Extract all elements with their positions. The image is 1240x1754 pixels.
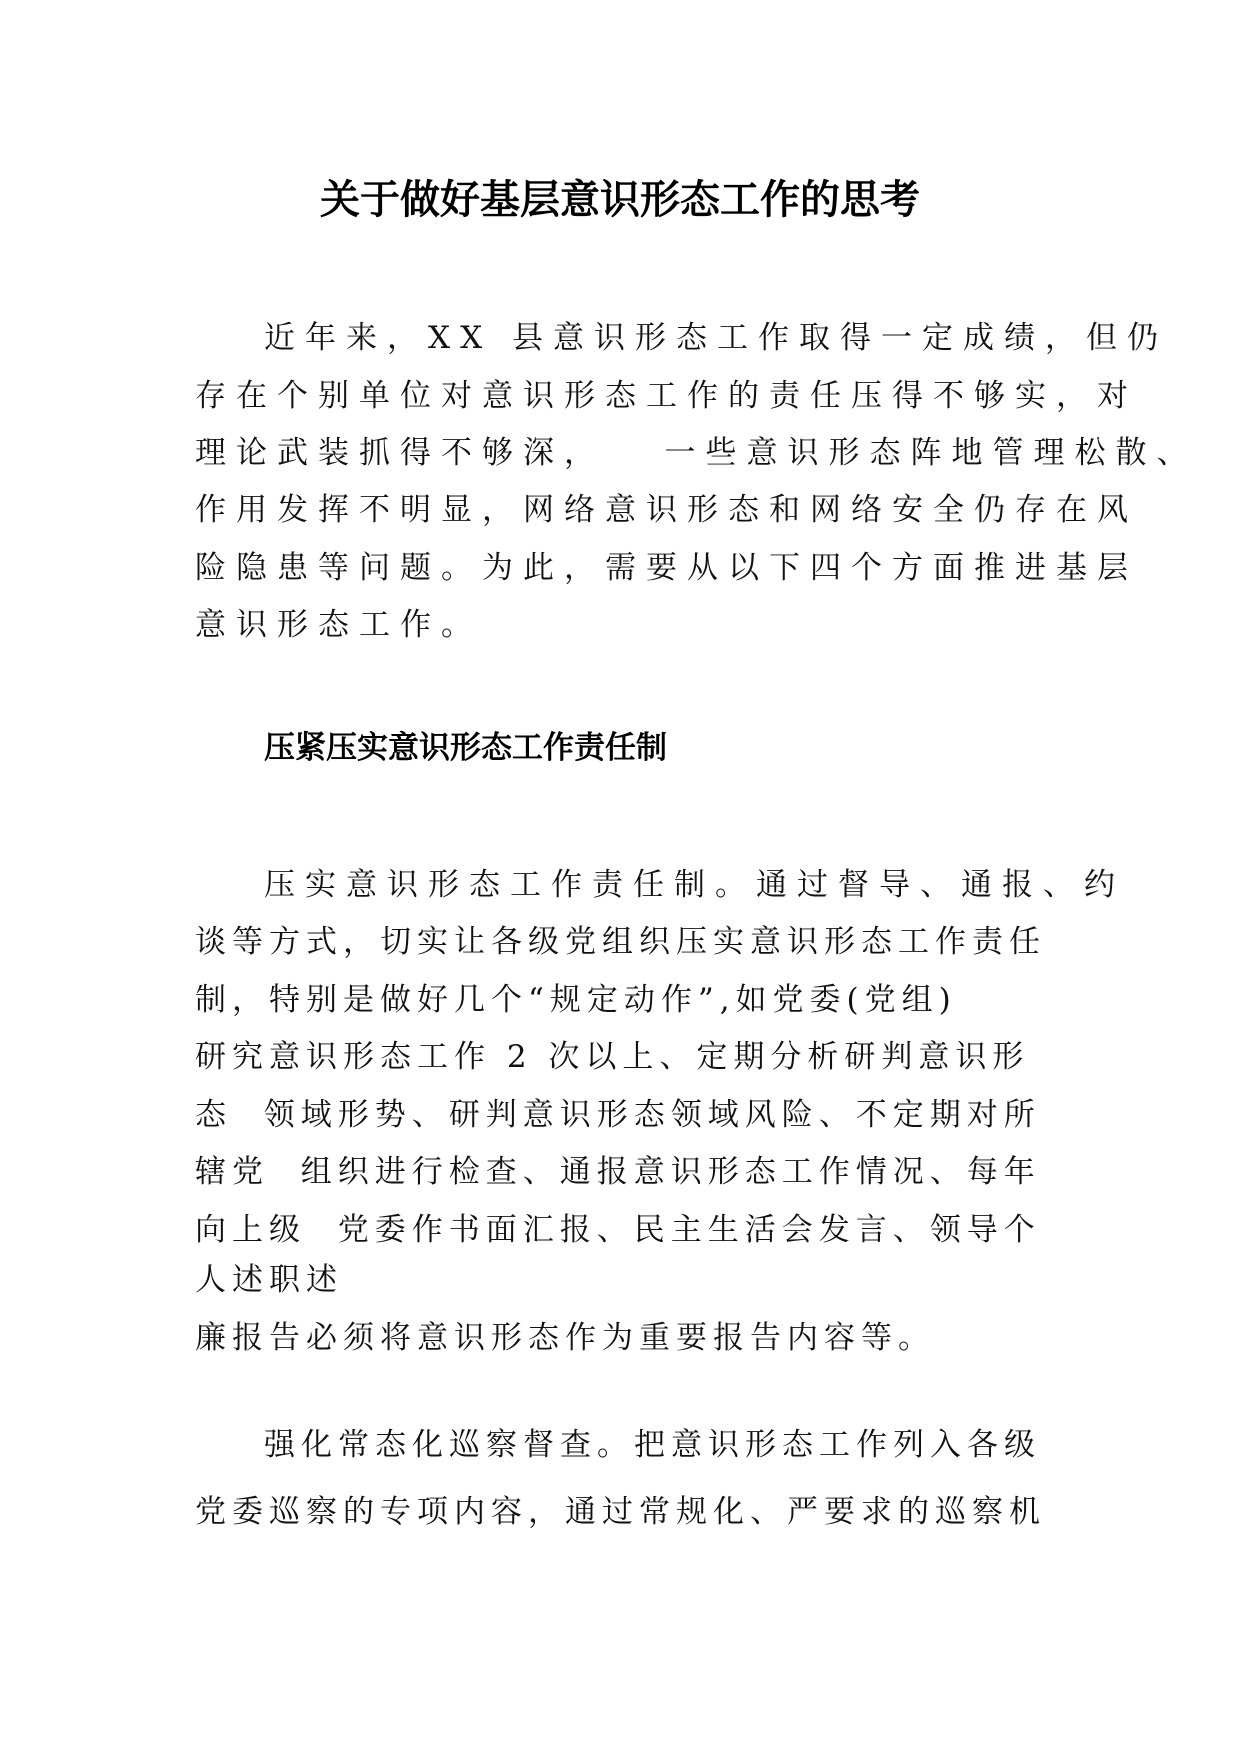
para1-line-2: 谈等方式，切实让各级党组织压实意识形态工作责任	[195, 924, 1046, 960]
intro-line-1: 近年来，XX 县意识形态工作取得一定成绩，但仍	[264, 320, 1168, 356]
para1-line-6: 辖党 组织进行检查、通报意识形态工作情况、每年	[195, 1154, 1041, 1190]
intro-line-2: 存在个别单位对意识形态工作的责任压得不够实，对	[195, 378, 1138, 414]
intro-line-3: 理论武装抓得不够深， 一些意识形态阵地管理松散、	[195, 435, 1198, 471]
section-heading: 压紧压实意识形态工作责任制	[264, 730, 667, 766]
para1-line-5: 态 领域形势、研判意识形态领域风险、不定期对所	[195, 1097, 1041, 1133]
para1-line-1: 压实意识形态工作责任制。通过督导、通报、约	[264, 867, 1125, 903]
intro-line-4: 作用发挥不明显，网络意识形态和网络安全仍存在风	[195, 492, 1138, 528]
para2-line-2: 党委巡察的专项内容，通过常规化、严要求的巡察机	[195, 1494, 1046, 1530]
document-title: 关于做好基层意识形态工作的思考	[320, 177, 920, 223]
intro-line-6: 意识形态工作。	[195, 607, 482, 643]
para1-line-4: 研究意识形态工作 2 次以上、定期分析研判意识形	[195, 1039, 1030, 1075]
intro-line-5: 险隐患等问题。为此，需要从以下四个方面推进基层	[195, 550, 1138, 586]
para2-line-1: 强化常态化巡察督查。把意识形态工作列入各级	[264, 1427, 1041, 1463]
para1-line-8: 人述职述	[195, 1262, 343, 1298]
para1-line-3: 制，特别是做好几个“规定动作”,如党委(党组)	[195, 982, 957, 1018]
para1-line-7: 向上级 党委作书面汇报、民主生活会发言、领导个	[195, 1212, 1041, 1248]
para1-line-9: 廉报告必须将意识形态作为重要报告内容等。	[195, 1320, 935, 1356]
